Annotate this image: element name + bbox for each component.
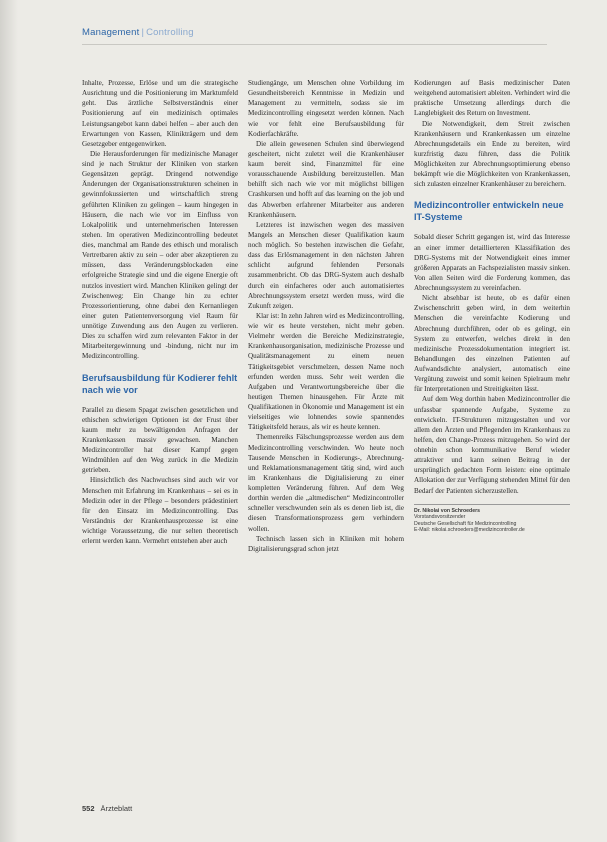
author-role: Vorstandsvorsitzender (414, 514, 466, 521)
paragraph: Nicht absehbar ist heute, ob es dafür einen Zwischenschritt geben wird, in dem weiterhin Menschen die vereinfachte Kodierung und Abrechnung durchführen, oder ob es gelingt, ein System zu entwerfen, welches direkt in den medizinische Prozessdokumentation integriert ist. Behandlungen des einzelnen Patienten auf Aufwandsdichte analysiert, automatisch eine Vergütung zuweist und somit keinen Spielraum mehr für Interpretationen und Streitigkeiten lässt. (414, 294, 570, 394)
article-column-3 (414, 78, 570, 534)
paragraph: Die Herausforderungen für medizinische Manager sind je nach Struktur der Kliniken von starken Gegensätzen geprägt. Dringend notwendige Änderungen der Organisationsstrukturen scheinen in gewinnfokussierten und wirtschaftlich streng geführten Kliniken zu gelingen – kaum hingegen in Häusern, die nach wie vor im Einfluss von Lokalpolitik und unternehmerischen Interessen stehen. Im operativen Medizincontrolling bedeutet dies, manchmal am Rande des ethisch und moralisch Vertretbaren aktiv zu sein – oder aber akzeptieren zu müssen, dass Veränderungsblockaden eine erfolgreiche Strategie sind und die eigene Energie oft nutzlos investiert wird. Manchen Kliniken gelingt der Zwischenweg: Ein Change hin zu echter Prozessorientierung, ohne dabei den Kernanliegen einer guten Patientenversorgung viel Raum für unnötige Zuwendung aus den Augen zu verlieren. Dies zu schaffen wird zum relevanten Faktor in der Mitarbeitergewinnung und -bindung, nicht nur im Medizincontrolling. (82, 149, 238, 361)
section-header (82, 27, 194, 38)
paragraph: Die Notwendigkeit, dem Streit zwischen Krankenhäusern und Krankenkassen um einzelne Abrechnungsdetails ein Ende zu bereiten, wird kurzfristig dazu führen, dass die Politik Möglichkeiten zur Abrechnungsoptimierung ebenso bekämpft wie die Möglichkeiten von Krankenkassen, sich zulasten einzelner Krankenhäuser zu bereichern. (414, 119, 570, 189)
paragraph: Auf dem Weg dorthin haben Medizincontroller die unfassbar spannende Aufgabe, Systeme zu entwickeln. IT-Strukturen mitzugestalten und vor allem den Ärzten und Pflegenden im Krankenhaus zu helfen, den Change-Prozess mitzugehen. So wird der ohnehin schon kommunikative Beruf wieder attraktiver und kann seinen Beitrag in der ursprünglich gedachten Form leisten: eine optimale Allokation der zur Verfügung stehenden Mittel für den Bedarf der Patienten sicherzustellen. (414, 395, 570, 495)
paragraph: Klar ist: In zehn Jahren wird es Medizincontrolling, wie wir es heute verstehen, nicht mehr geben. Vielmehr werden die Bereiche Medizinstrategie, Krankenhausorganisation, medizinische Prozesse und Qualitätsmanagement zu einem neuen Tätigkeitsgebiet verschmelzen, dessen Name noch erfunden werden muss. Sehr weit werden die Aufgaben und Verantwortungsbereiche über die heutigen Themen hinausgehen. Für Ärzte mit Qualifikationen in Ökonomie und Management ist ein vielseitiges wie lohnendes sowie spannendes Tätigkeitsfeld heraus, als wir es heute kennen. (248, 311, 404, 432)
paragraph: Sobald dieser Schritt gegangen ist, wird das Interesse an einer immer detaillierteren Klassifikation des DRG-Systems mit der Notwendigkeit eines immer größeren Apparats an Fachspezialisten massiv sinken. Von allen Seiten wird die Forderung kommen, das Abrechnungssystem zu vereinfachen. (414, 233, 570, 292)
author-organization: Deutsche Gesellschaft für Medizincontrolling (414, 520, 517, 527)
author-name: Dr. Nikolai von Schroeders (414, 507, 481, 514)
page-number: 552 (82, 804, 95, 813)
section-subheading: Medizincontroller entwickeln neue IT-Systeme (414, 200, 564, 223)
paragraph: Studiengänge, um Menschen ohne Vorbildung im Gesundheitsbereich Kenntnisse in Medizin und Management zu vermitteln, sodass sie im Medizincontrolling eingesetzt werden können. Nach wie vor fehlt eine Berufsausbildung für Kodierfachkräfte. (248, 79, 404, 138)
paragraph: Parallel zu diesem Spagat zwischen gesetzlichen und ethischen schwierigen Optionen ist der Frust über kaum mehr zu bewältigenden Anfragen der Krankenkassen massiv gewachsen. Manchen Medizincontroller hat dieser Kampf gegen Windmühlen auf den Weg zurück in die Medizin getrieben. (82, 405, 238, 475)
section-subtitle: Controlling (146, 27, 194, 38)
paragraph: Die allein gewesenen Schulen sind überwiegend gescheitert, nicht zuletzt weil die Krankenhäuser kaum bereit sind, Finanzmittel für eine vorausschauende Ausbildung bereitzustellen. Man behilft sich nach wie vor mit möglichst billigen Crashkursen und hofft auf das learning on the job und das Abwerben erfahrener Mitarbeiter aus anderen Krankenhäusern. (248, 139, 404, 219)
section-separator: | (141, 27, 145, 38)
paragraph: Technisch lassen sich in Kliniken mit hohem Digitalisierungsgrad schon jetzt (248, 534, 404, 553)
page-gutter-shadow (0, 0, 18, 842)
section-subheading: Berufsausbildung für Kodierer fehlt nach wie vor (82, 372, 238, 395)
paragraph: Letzteres ist inzwischen wegen des massiven Mangels an Menschen dieser Qualifikation kaum noch möglich. So bestehen inzwischen die Gefahr, dass das Erlösmanagement in den nächsten Jahren schlicht aufgrund fehlenden Personals zusammenbricht. Ob das DRG-System auch deshalb durch ein einfacheres oder auch automatisiertes Abrechnungssystem ersetzt werden muss, wird die Zukunft zeigen. (248, 220, 404, 310)
paragraph: Hinsichtlich des Nachwuchses sind auch wir vor Menschen mit Erfahrung im Krankenhaus – sei es in Medizin oder in der Pflege – besonders prädestiniert für den Einsatz im Medizincontrolling. Das Verständnis der Krankenhausprozesse ist eine wichtige Voraussetzung, die nur selten theoretisch erlernt werden kann. Vermehrt entstehen aber auch (82, 476, 238, 546)
section-title: Management (82, 27, 140, 38)
paragraph: Kodierungen auf Basis medizinischer Daten weitgehend automatisiert ableiten. Verhindert wird die praktische Umsetzung allerdings durch die Langlebigkeit des Return on Investment. (414, 79, 570, 118)
article-column-2 (248, 78, 404, 554)
header-rule (82, 44, 547, 45)
paragraph: Inhalte, Prozesse, Erlöse und um die strategische Ausrichtung und die Positionierung im Marktumfeld geht. Das ärztliche Selbstverständnis einer Positionierung auf ein medizinisch optimales Leistungsangebot kann dabei helfen – aber auch den Erwartungen von Kassen, Klinikträgern und dem Gesetzgeber entgegenwirken. (82, 79, 238, 148)
article-column-1 (82, 78, 238, 546)
paragraph: Themenreiks Fälschungsprozesse werden aus dem Medizincontrolling verschwinden. Wo heute noch Tausende Menschen in Kodierungs-, Abrechnung- und Reklamationsmanagement tätig sind, wird auch im Krankenhaus die Digitalisierung zu einer kompletten Veränderung führen. Auf dem Weg dorthin werden die „altmedischen“ Medizincontroller schneller verschwunden sein als es denen lieb ist, die diesen Transformationsprozess gern verhindern wollen. (248, 433, 404, 533)
author-info (414, 504, 570, 534)
author-email: E-Mail: nikolai.schroeders@medizincontroller.de (414, 527, 525, 534)
page-footer (82, 804, 132, 813)
journal-name: Ärzteblatt (100, 804, 133, 813)
